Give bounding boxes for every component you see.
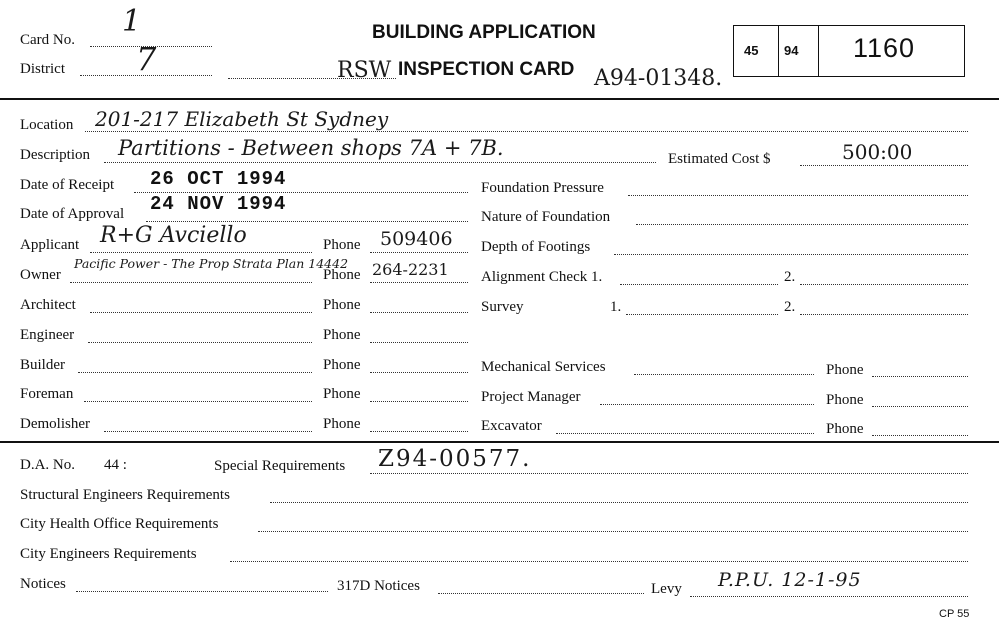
health-requirements-label: City Health Office Requirements <box>20 516 219 532</box>
engineer-line <box>88 342 312 343</box>
notices-317d-label: 317D Notices <box>337 578 420 594</box>
applicant-phone-label: Phone <box>323 237 361 253</box>
owner-label: Owner <box>20 267 61 283</box>
foreman-phone-label: Phone <box>323 386 361 402</box>
estimated-cost-label: Estimated Cost $ <box>668 151 771 167</box>
excavator-line <box>556 433 814 434</box>
alignment-check-line-2 <box>800 284 968 285</box>
header-divider <box>0 98 999 100</box>
applicant-label: Applicant <box>20 237 80 253</box>
special-requirements-label: Special Requirements <box>214 458 346 474</box>
section-divider <box>0 441 999 443</box>
structural-requirements-label: Structural Engineers Requirements <box>20 487 230 503</box>
foreman-label: Foreman <box>20 386 74 402</box>
survey-2-label: 2. <box>784 299 796 315</box>
district-value: 7 <box>136 40 157 78</box>
health-requirements-line <box>258 531 968 532</box>
excavator-phone-line <box>872 435 968 436</box>
foreman-line <box>84 401 312 402</box>
description-line <box>104 162 656 163</box>
description-label: Description <box>20 147 90 163</box>
date-receipt-label: Date of Receipt <box>20 177 115 193</box>
notices-317d-line <box>438 593 644 594</box>
special-requirements-value: Z94-00577. <box>378 446 532 472</box>
owner-phone-label: Phone <box>323 267 361 283</box>
mechanical-line <box>634 374 814 375</box>
architect-phone-line <box>370 312 468 313</box>
city-engineers-line <box>230 561 968 562</box>
survey-line-1 <box>626 314 778 315</box>
survey-line-2 <box>800 314 968 315</box>
levy-value: P.P.U. 12-1-95 <box>718 569 862 591</box>
mechanical-phone-line <box>872 376 968 377</box>
excavator-phone-label: Phone <box>826 421 864 437</box>
form-title-line2: INSPECTION CARD <box>398 59 575 80</box>
card-no-value: 1 <box>122 4 142 39</box>
structural-requirements-line <box>270 502 968 503</box>
reference-divider-2 <box>818 26 819 76</box>
owner-phone-line <box>370 282 468 283</box>
architect-line <box>90 312 312 313</box>
date-approval-label: Date of Approval <box>20 206 125 222</box>
notices-label: Notices <box>20 576 66 592</box>
alignment-check-2-label: 2. <box>784 269 796 285</box>
owner-phone-value: 264-2231 <box>372 260 449 279</box>
builder-phone-line <box>370 372 468 373</box>
date-approval-stamp: 24 NOV 1994 <box>150 193 287 215</box>
nature-foundation-label: Nature of Foundation <box>481 209 611 225</box>
project-manager-phone-line <box>872 406 968 407</box>
applicant-line <box>90 252 312 253</box>
depth-footings-label: Depth of Footings <box>481 239 591 255</box>
applicant-phone-value: 509406 <box>380 228 453 250</box>
da-no-label: D.A. No. <box>20 457 75 473</box>
location-label: Location <box>20 117 74 133</box>
applicant-value: R+G Avciello <box>100 223 247 248</box>
reference-box <box>733 25 965 77</box>
applicant-phone-line <box>370 252 468 253</box>
date-approval-line <box>146 221 468 222</box>
alignment-check-line-1 <box>620 284 778 285</box>
da-no-value: 44 : <box>104 457 127 473</box>
architect-phone-label: Phone <box>323 297 361 313</box>
card-no-label: Card No. <box>20 32 75 48</box>
foreman-phone-line <box>370 401 468 402</box>
architect-label: Architect <box>20 297 76 313</box>
date-receipt-stamp: 26 OCT 1994 <box>150 168 287 190</box>
description-value: Partitions - Between shops 7A + 7B. <box>118 136 504 160</box>
mechanical-label: Mechanical Services <box>481 359 606 375</box>
project-manager-line <box>600 404 814 405</box>
builder-line <box>78 372 312 373</box>
title-prefix-handwriting: RSW <box>337 58 392 83</box>
levy-label: Levy <box>651 581 682 597</box>
demolisher-phone-line <box>370 431 468 432</box>
demolisher-label: Demolisher <box>20 416 90 432</box>
notices-line <box>76 591 328 592</box>
survey-label: Survey <box>481 299 524 315</box>
engineer-phone-line <box>370 342 468 343</box>
reference-cell-2: 94 <box>784 43 799 58</box>
location-value: 201-217 Elizabeth St Sydney <box>95 107 389 131</box>
nature-foundation-line <box>636 224 968 225</box>
engineer-label: Engineer <box>20 327 75 343</box>
project-manager-label: Project Manager <box>481 389 581 405</box>
city-engineers-label: City Engineers Requirements <box>20 546 197 562</box>
excavator-label: Excavator <box>481 418 542 434</box>
estimated-cost-value: 500:00 <box>842 140 913 164</box>
form-code: CP 55 <box>939 608 970 620</box>
application-number-handwriting: A94-01348. <box>594 66 723 91</box>
form-title-line1: BUILDING APPLICATION <box>372 22 596 43</box>
builder-phone-label: Phone <box>323 357 361 373</box>
alignment-check-label: Alignment Check 1. <box>481 269 603 285</box>
demolisher-phone-label: Phone <box>323 416 361 432</box>
depth-footings-line <box>614 254 968 255</box>
owner-value: Pacific Power - The Prop Strata Plan 14442 <box>74 256 349 271</box>
demolisher-line <box>104 431 312 432</box>
mechanical-phone-label: Phone <box>826 362 864 378</box>
location-line <box>85 131 968 132</box>
engineer-phone-label: Phone <box>323 327 361 343</box>
reference-number: 1160 <box>853 33 916 63</box>
district-label: District <box>20 61 65 77</box>
owner-line <box>70 282 312 283</box>
survey-1-label: 1. <box>610 299 622 315</box>
special-requirements-line <box>370 473 968 474</box>
builder-label: Builder <box>20 357 65 373</box>
foundation-pressure-label: Foundation Pressure <box>481 180 604 196</box>
estimated-cost-line <box>800 165 968 166</box>
project-manager-phone-label: Phone <box>826 392 864 408</box>
reference-divider-1 <box>778 26 779 76</box>
foundation-pressure-line <box>628 195 968 196</box>
levy-line <box>690 596 968 597</box>
reference-cell-1: 45 <box>744 43 759 58</box>
